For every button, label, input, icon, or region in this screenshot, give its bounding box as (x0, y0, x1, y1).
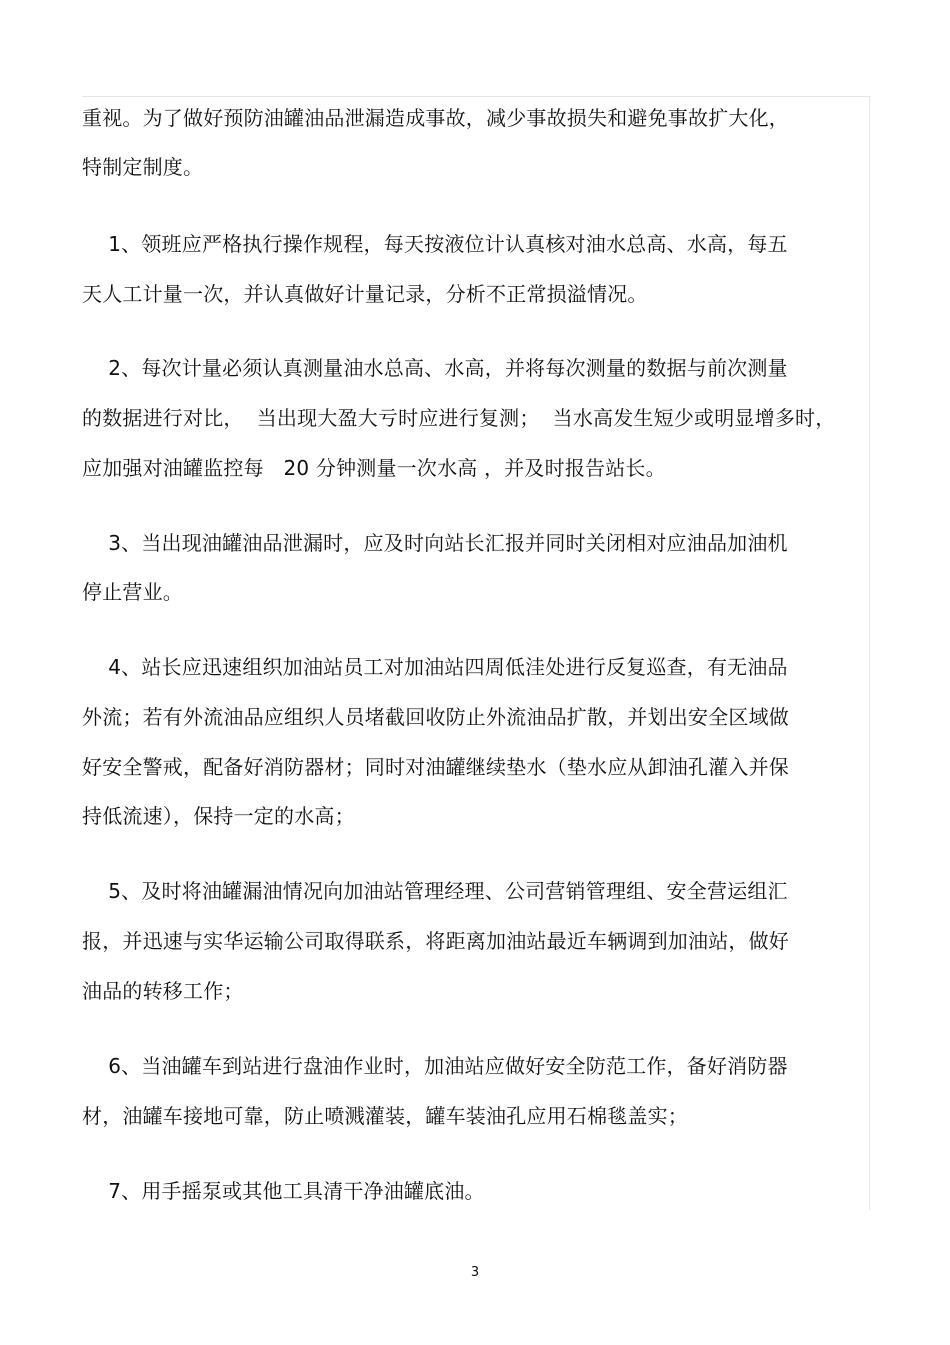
text-line: 外流；若有外流油品应组织人员堵截回收防止外流油品扩散，并划出安全区域做 (82, 705, 789, 729)
text-line: 持低流速），保持一定的水高； (82, 804, 355, 828)
text-line: 应加强对油罐监控每 20 分钟测量一次水高 ，并及时报告站长。 (82, 456, 666, 480)
text-line: 5、及时将油罐漏油情况向加油站管理经理、公司营销管理组、安全营运组汇 (82, 879, 788, 903)
text-line: 材，油罐车接地可靠，防止喷溅灌装，罐车装油孔应用石棉毯盖实； (82, 1104, 688, 1128)
text-line: 油品的转移工作； (82, 979, 244, 1003)
text-line: 的数据进行对比， 当出现大盈大亏时应进行复测； 当水高发生短少或明显增多时， (82, 406, 836, 430)
text-line: 天人工计量一次，并认真做好计量记录，分析不正常损溢情况。 (82, 282, 648, 306)
text-line: 4、站长应迅速组织加油站员工对加油站四周低洼处进行反复巡查，有无油品 (82, 655, 788, 679)
text-line: 特制定制度。 (82, 155, 204, 179)
text-line: 报，并迅速与实华运输公司取得联系，将距离加油站最近车辆调到加油站，做好 (82, 929, 789, 953)
text-line: 6、当油罐车到站进行盘油作业时，加油站应做好安全防范工作，备好消防器 (82, 1054, 788, 1078)
text-line: 2、每次计量必须认真测量油水总高、水高，并将每次测量的数据与前次测量 (82, 356, 788, 380)
text-line: 7、用手摇泵或其他工具清干净油罐底油。 (82, 1179, 485, 1203)
text-line: 1、领班应严格执行操作规程，每天按液位计认真核对油水总高、水高，每五 (82, 232, 788, 256)
text-line: 好安全警戒，配备好消防器材；同时对油罐继续垫水（垫水应从卸油孔灌入并保 (82, 755, 789, 779)
text-line: 重视。为了做好预防油罐油品泄漏造成事故，减少事故损失和避免事故扩大化， (82, 106, 789, 130)
text-line: 3、当出现油罐油品泄漏时，应及时向站长汇报并同时关闭相对应油品加油机 (82, 531, 788, 555)
page-number: 3 (470, 1265, 480, 1280)
text-line: 停止营业。 (82, 580, 183, 604)
page-frame (82, 96, 870, 1210)
